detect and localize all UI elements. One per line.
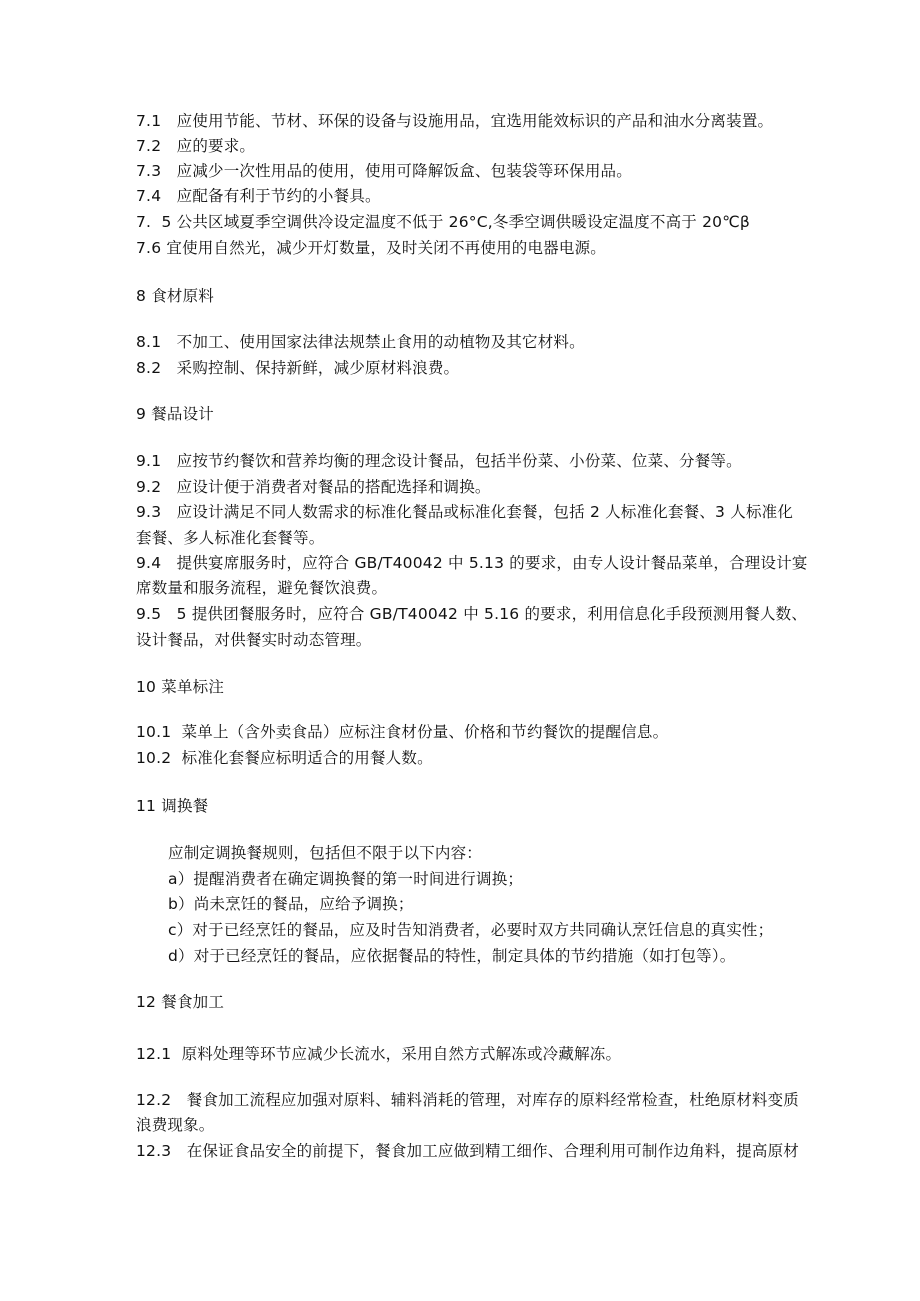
clause-10-1: 10.1 菜单上（含外卖食品）应标注食材份量、价格和节约餐饮的提醒信息。 <box>136 723 669 741</box>
list-item-d: d）对于已经烹饪的餐品，应依据餐品的特性，制定具体的节约措施（如打包等）。 <box>168 947 736 965</box>
list-item-c: c）对于已经烹饪的餐品，应及时告知消费者，必要时双方共同确认烹饪信息的真实性； <box>168 921 774 939</box>
clause-8-2: 8.2 采购控制、保持新鲜，减少原材料浪费。 <box>136 359 460 377</box>
section-11-heading: 11 调换餐 <box>136 797 209 815</box>
clause-7-1: 7.1 应使用节能、节材、环保的设备与设施用品，宜选用能效标识的产品和油水分离装置。 <box>136 112 774 130</box>
clause-7-3: 7.3 应减少一次性用品的使用，使用可降解饭盒、包装袋等环保用品。 <box>136 162 632 180</box>
clause-7-6: 7.6 宜使用自然光，减少开灯数量，及时关闭不再使用的电器电源。 <box>136 239 606 257</box>
section-8-heading: 8 食材原料 <box>136 287 214 305</box>
clause-9-3-line1: 9.3 应设计满足不同人数需求的标准化餐品或标准化套餐，包括 2 人标准化套餐、3 人标准化 <box>136 503 794 521</box>
clause-12-1: 12.1 原料处理等环节应减少长流水，采用自然方式解冻或冷藏解冻。 <box>136 1045 622 1063</box>
clause-9-4-line2: 席数量和服务流程，避免餐饮浪费。 <box>136 579 388 597</box>
clause-9-3-line2: 套餐、多人标准化套餐等。 <box>136 529 325 547</box>
clause-9-5-line2: 设计餐品，对供餐实时动态管理。 <box>136 631 372 649</box>
clause-10-2: 10.2 标准化套餐应标明适合的用餐人数。 <box>136 749 433 767</box>
section-9-heading: 9 餐品设计 <box>136 405 214 423</box>
clause-12-2-line2: 浪费现象。 <box>136 1116 215 1134</box>
section-11-intro: 应制定调换餐规则，包括但不限于以下内容： <box>168 844 483 862</box>
section-12-heading: 12 餐食加工 <box>136 993 225 1011</box>
clause-12-2-line1: 12.2 餐食加工流程应加强对原料、辅料消耗的管理，对库存的原料经常检查，杜绝原材料变质 <box>136 1091 799 1109</box>
list-item-a: a）提醒消费者在确定调换餐的第一时间进行调换； <box>168 870 524 888</box>
clause-9-1: 9.1 应按节约餐饮和营养均衡的理念设计餐品，包括半份菜、小份菜、位菜、分餐等。 <box>136 452 742 470</box>
section-10-heading: 10 菜单标注 <box>136 678 225 696</box>
clause-9-5-line1: 9.5 5 提供团餐服务时，应符合 GB/T40042 中 5.16 的要求，利用信息化手段预测用餐人数、 <box>136 605 808 623</box>
clause-8-1: 8.1 不加工、使用国家法律法规禁止食用的动植物及其它材料。 <box>136 333 585 351</box>
clause-7-4: 7.4 应配备有利于节约的小餐具。 <box>136 187 381 205</box>
clause-7-5: 7. 5 公共区域夏季空调供冷设定温度不低于 26°C,冬季空调供暖设定温度不高于 20℃β <box>136 213 750 231</box>
clause-9-4-line1: 9.4 提供宴席服务时，应符合 GB/T40042 中 5.13 的要求，由专人设计餐品菜单，合理设计宴 <box>136 554 808 572</box>
clause-9-2: 9.2 应设计便于消费者对餐品的搭配选择和调换。 <box>136 478 491 496</box>
clause-7-2: 7.2 应的要求。 <box>136 137 256 155</box>
list-item-b: b）尚未烹饪的餐品，应给予调换； <box>168 895 414 913</box>
clause-12-3-line1: 12.3 在保证食品安全的前提下，餐食加工应做到精工细作、合理利用可制作边角料，提高原材 <box>136 1142 799 1160</box>
